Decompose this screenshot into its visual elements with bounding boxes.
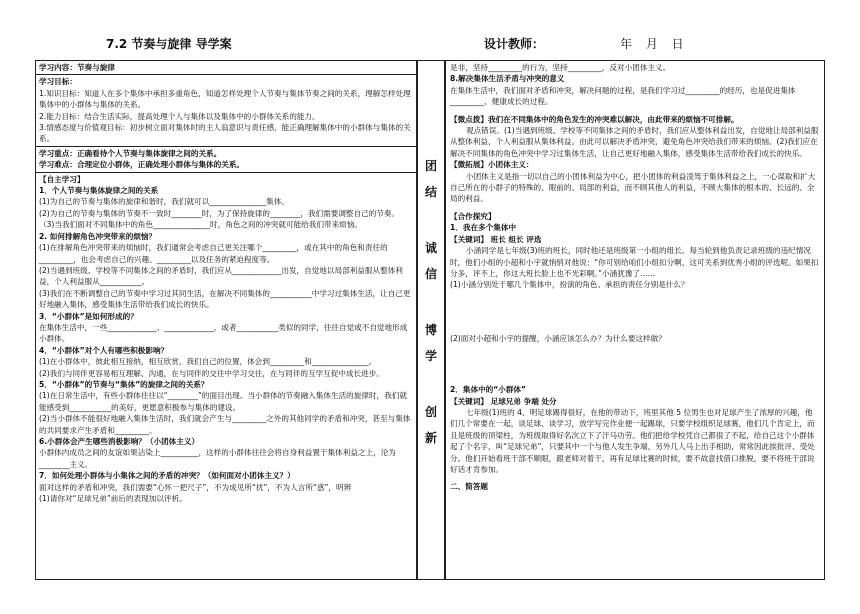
item-text: (2)我们与同伴更容易相互理解、沟通，在与同伴的交往中学习交往，在与同伴的互学互促中成长进步。 <box>39 368 384 378</box>
keywords: 【关键词】 班长 组长 评选 <box>450 234 542 244</box>
item-text: (2)为自己的节奏与集体的节奏不一致时________时，为了保持旋律的________，我们需要调整自己的节奏。 <box>39 208 400 218</box>
expand-text: 小团体主义是指一切以自己的小团体利益为中心，把小团体的利益凌驾于集体利益之上，一心谋取和扩大自己所在的小群子的特殊的、眼前的、局部的利益，而不顾其他人的利益，不顾大集体的根本的、长远的、全局的利益。 <box>450 171 816 204</box>
goal-1: 1.知识目标：知道人在多个集体中承担多重角色，知道怎样处理个人节奏与集体节奏之间的关系，理解怎样处理集体中的小群体与集体的关系。 <box>39 88 411 110</box>
item-text: （3)当我们面对不同集体中的角色_______________时，角色之间的冲突就可能给我们带来烦恼。 <box>39 220 362 230</box>
content-row: 学习内容：节奏与旋律 <box>36 61 416 75</box>
motto-char: 博 <box>424 323 437 337</box>
text-line: 是非，坚持_________的行为，坚持_________，反对小团体主义。 <box>450 63 671 72</box>
motto-char: 创 <box>424 405 437 419</box>
item-text: (1)在日常生活中，有些小群体往往以“________”的面目出现。当小群体的节奏融入集体生活的旋律时，我们就能感受到___________的美好，更愿意积极参与集体的建设。 <box>39 391 407 412</box>
question-title: 2．集体中的“小群体” <box>450 385 527 395</box>
key-point: 学习重点：正确看待个人节奏与集体旋律之间的关系。 <box>39 148 222 158</box>
motto-char: 信 <box>424 267 437 281</box>
item-heading: 7．如何处理小群体与小集体之间的矛盾的冲突？（如何面对小团体主义？） <box>39 471 295 481</box>
goal-3: 3.情感态度与价值观目标：初步树立面对集体时的主人翁意识与责任感，能正确理解集体中的小群体与集体的关系。 <box>39 123 411 144</box>
item-heading: 5．“小群体”的节奏与“集体”的旋律之间的关系？ <box>39 379 209 389</box>
section-heading: 8.解决集体生活矛盾与冲突的意义 <box>450 74 565 84</box>
right-column <box>445 60 825 580</box>
item-text: (1)在排解角色冲突带来的烦恼时，我们通常会考虑自己更关注哪个_________，或在其中的角色和责任的_________，也会考虑自己的兴趣、_________以及任务的紧迫程度等。 <box>39 243 388 264</box>
focus-box <box>36 147 416 173</box>
item-heading: 6.小群体会产生哪些消极影响？（小团体主义） <box>39 437 200 446</box>
item-text: (3)我们在不断调整自己的节奏中学习过其同生活，在解决不同集体的___________中学习过集体生活，让自己更好地融入集体，感受集体生活带给我们成长的快乐。 <box>39 288 411 310</box>
debate-text: 观点错误。(1)当遇到班级、学校等不同集体之间的矛盾时，我们应从整体利益出发，自觉地让局部利益服从整体利益，个人利益服从集体利益。由此可以解决矛盾冲突，避免角色冲突给我们带来的烦恼。(2)我们应在解决不同集体的角色冲突中学习过集体生活，让自己更好地融入集体，感受集体生活带给我们成长的快乐。 <box>450 126 819 158</box>
item-heading: 2. 如何排解角色冲突带来的烦恼？ <box>39 231 157 241</box>
date-label: 年 月 日 <box>620 37 684 51</box>
item-text: (1)请你对“足球兄弟”前后的表现加以评析。 <box>39 494 187 504</box>
item-text: 面对这样的矛盾和冲突，我们需要“心怀一把尺子”，不为成见所“扰”，不为人言所“惑”，明辨 <box>39 482 352 492</box>
debate-title: 【微点拨】我们在不同集体中的角色发生的冲突难以解决，由此带来的烦恼不可排解。 <box>450 114 739 124</box>
sub-question: (1)小涵分别处于哪几个集体中，扮演的角色、承担的责任分别是什么？ <box>450 280 689 290</box>
page-title: 7.2 节奏与旋律 导学案 <box>106 37 232 51</box>
question-text: 小涵同学是七年级(3)班的班长，同时他还是班级第一小组的组长。每当轮到他负责记录班级的违纪情况时，他们小组的小超和小宇就悄悄对他说：“你可别给咱们小组扣分啊，这可关系到优秀小组的评选呢。如果扣分多，评不上，你这大班长脸上也不光彩啊。”小涵犹豫了…… <box>450 246 819 278</box>
item-text: (1)为自己的节奏与集体的旋律和谐时，我们就可以_______________集体。 <box>39 197 289 207</box>
designer-label: 设计教师： <box>484 37 545 51</box>
sub-question: (2)面对小超和小宇的提醒，小涵应该怎么办？为什么要这样做？ <box>450 333 666 343</box>
item-text: (2)当小群体不能很好地融入集体生活时，我们就会产生与_________之外的其他同学的矛盾和冲突，甚至与集体的共同要求产生矛盾和_________。 <box>39 414 411 435</box>
self-study <box>36 173 416 506</box>
question-title: 1．我在多个集体中 <box>450 223 517 233</box>
goal-2: 2.能力目标：结合生活实际，提高处理个人与集体以及集体中的小群体关系的能力。 <box>39 111 320 121</box>
goals-title: 学习目标： <box>39 77 77 87</box>
item-text: (2)当遇到班级、学校等不同集体之间的矛盾时，我们应从_____________出发，自觉地以局部利益服从整体利益，个人利益服从___________。 <box>39 265 403 287</box>
item-heading: 1．个人节奏与集体旋律之间的关系 <box>39 186 159 196</box>
self-study-title: 【自主学习】 <box>39 174 85 184</box>
item-heading: 3．“小群体”是如何形成的？ <box>39 311 138 321</box>
item-heading: 4．“小群体”对个人有哪些积极影响？ <box>39 345 169 355</box>
motto-char: 结 <box>424 185 437 199</box>
item-text: 在集体生活中，一些_____________、_____________，或者___________类似的同学，往往自觉或不自觉地形成小群体。 <box>39 322 408 344</box>
expand-title: 【微拓展】小团体主义： <box>450 160 534 170</box>
motto-char: 新 <box>424 431 437 445</box>
motto-char: 学 <box>424 349 437 363</box>
motto-column <box>417 60 445 580</box>
item-text: 小群体内成员之间的友谊如果沾染上__________，这样的小群体往往会将自身利益置于集体利益之上，沦为________主义。 <box>39 448 396 469</box>
motto-char: 团 <box>424 159 437 173</box>
goals-box <box>36 75 416 146</box>
difficulty: 学习难点：合理定位小群体，正确处理小群体与集体的关系。 <box>39 160 245 170</box>
item-text: (1)在小群体中，彼此相互接纳，相互欣赏，我们自己的位置，体会到_________和_______________。 <box>39 357 377 367</box>
keywords: 【关键词】 足球兄弟 争端 处分 <box>450 396 557 406</box>
motto-char: 诚 <box>424 241 437 255</box>
left-column <box>35 60 417 580</box>
text-line: 在集体生活中，我们面对矛盾和冲突，解决问题的过程，是我们学习过_________的经历，也是促进集体_________、健康成长的过程。 <box>450 85 796 107</box>
short-answer-title: 二、简答题 <box>450 482 488 492</box>
explore-title: 【合作探究】 <box>450 211 496 221</box>
question-text: 七年级(1)班的 4、明足球踢得很好，在他的带动下，班里其他 5 位男生也对足球产生了浓厚的兴趣，他们几个常要在一起，谈足球、谈学习，放学写完作业便一起踢球，只要学校组织足球赛，他们几个肯定上，而且是班级的顶梁柱，为班级取得好名次立下了汗马功劳。他们把给学校凭自己都很了不起，给自己这个小群体起了个名字，叫“足球兄弟”，只要其中一个与他人发生争端，另外几人马上出手相助，常常因此挨批评、受处分。他们开始看班干部不顺眼，跟老师对着干，再有足球比赛的时候，要不故意找借口推脱，要不将班干部说好话才肯参加。 <box>450 407 815 474</box>
